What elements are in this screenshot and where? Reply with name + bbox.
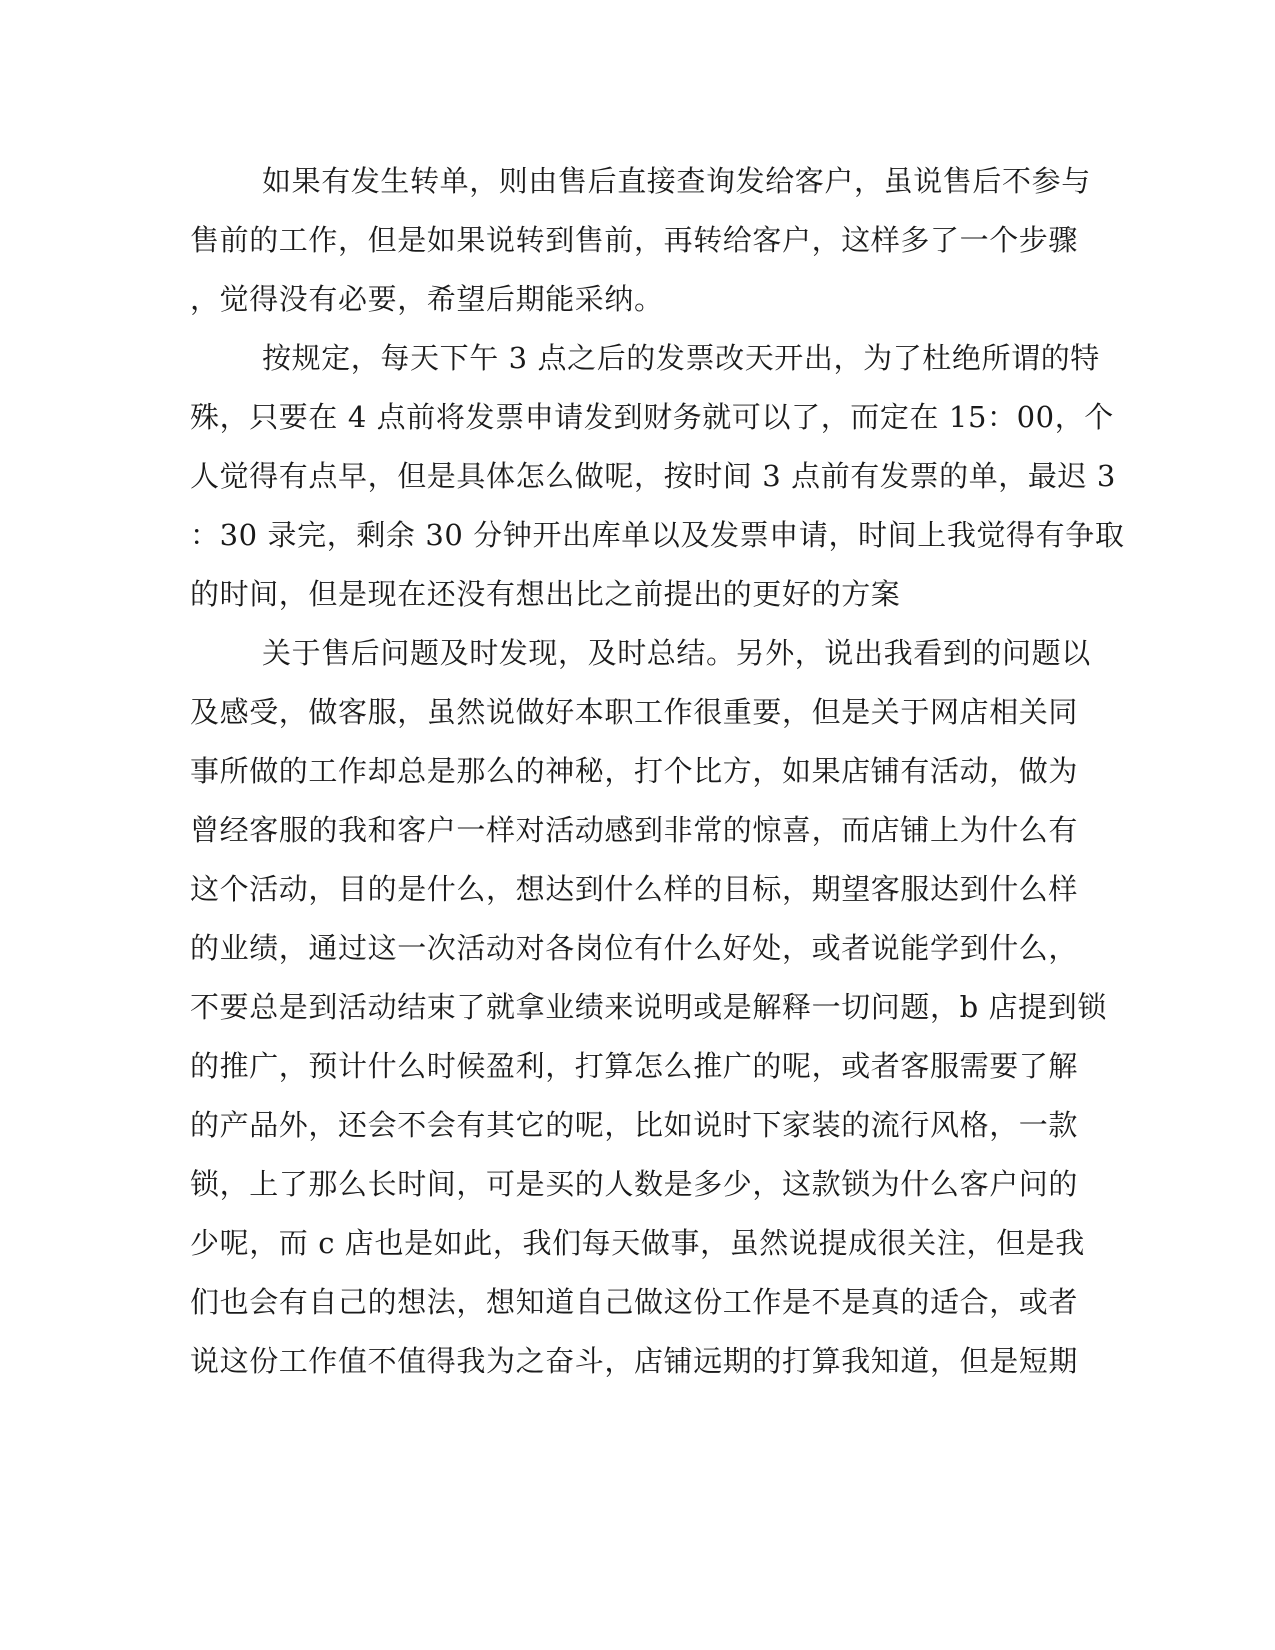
paragraph-2-line-4: ：30 录完，剩余 30 分钟开出库单以及发票申请，时间上我觉得有争取 [190, 518, 1125, 552]
paragraph-2-line-1: 按规定，每天下午 3 点之后的发票改天开出，为了杜绝所谓的特 [262, 341, 1100, 375]
paragraph-2-line-2: 殊，只要在 4 点前将发票申请发到财务就可以了，而定在 15：00，个 [190, 400, 1114, 434]
paragraph-3-line-2: 及感受，做客服，虽然说做好本职工作很重要，但是关于网店相关同 [190, 695, 1079, 729]
paragraph-3-line-9: 的产品外，还会不会有其它的呢，比如说时下家装的流行风格，一款 [190, 1108, 1079, 1142]
paragraph-3-line-1: 关于售后问题及时发现，及时总结。另外，说出我看到的问题以 [262, 636, 1091, 670]
paragraph-3-line-7: 不要总是到活动结束了就拿业绩来说明或是解释一切问题，b 店提到锁 [190, 990, 1107, 1024]
paragraph-3-line-12: 们也会有自己的想法，想知道自己做这份工作是不是真的适合，或者 [190, 1285, 1079, 1319]
paragraph-1-line-2: 售前的工作，但是如果说转到售前，再转给客户，这样多了一个步骤 [190, 223, 1079, 257]
paragraph-3-line-6: 的业绩，通过这一次活动对各岗位有什么好处，或者说能学到什么， [190, 931, 1079, 965]
paragraph-1-line-1: 如果有发生转单，则由售后直接查询发给客户，虽说售后不参与 [262, 164, 1091, 198]
paragraph-3-line-11: 少呢，而 c 店也是如此，我们每天做事，虽然说提成很关注，但是我 [190, 1226, 1085, 1260]
paragraph-1-line-3: ，觉得没有必要，希望后期能采纳。 [190, 282, 664, 316]
paragraph-3-line-5: 这个活动，目的是什么，想达到什么样的目标，期望客服达到什么样 [190, 872, 1079, 906]
paragraph-3-line-4: 曾经客服的我和客户一样对活动感到非常的惊喜，而店铺上为什么有 [190, 813, 1079, 847]
paragraph-3-line-3: 事所做的工作却总是那么的神秘，打个比方，如果店铺有活动，做为 [190, 754, 1079, 788]
paragraph-3-line-10: 锁，上了那么长时间，可是买的人数是多少，这款锁为什么客户问的 [190, 1167, 1079, 1201]
paragraph-3-line-13: 说这份工作值不值得我为之奋斗，店铺远期的打算我知道，但是短期 [190, 1344, 1079, 1378]
paragraph-3-line-8: 的推广，预计什么时候盈利，打算怎么推广的呢，或者客服需要了解 [190, 1049, 1079, 1083]
paragraph-2-line-5: 的时间，但是现在还没有想出比之前提出的更好的方案 [190, 577, 901, 611]
paragraph-2-line-3: 人觉得有点早，但是具体怎么做呢，按时间 3 点前有发票的单，最迟 3 [190, 459, 1116, 493]
